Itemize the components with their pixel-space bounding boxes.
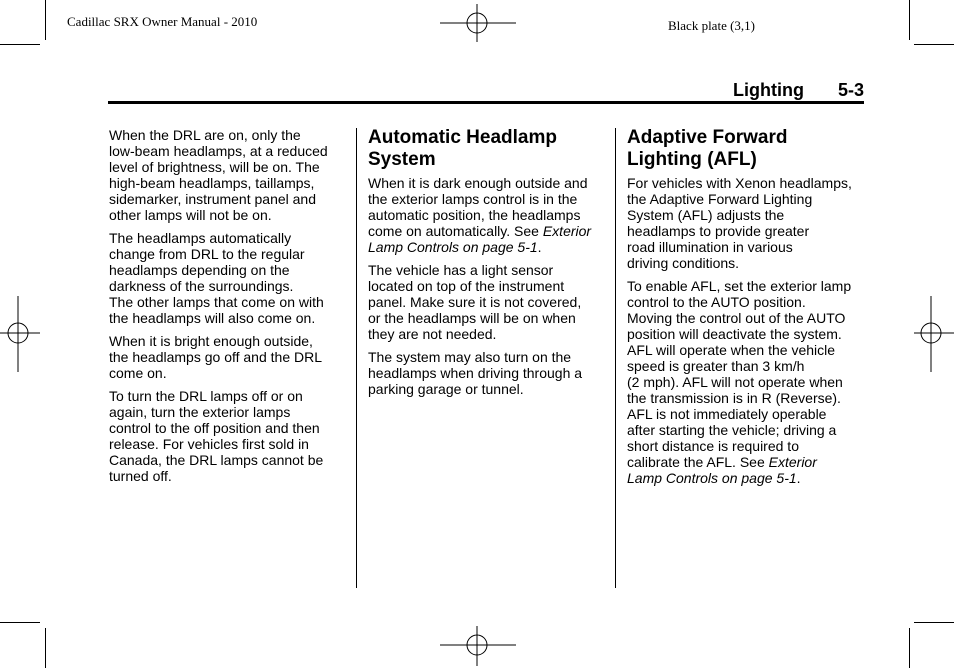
- col1-paragraph-2: The headlamps automatically change from DRL to the regular headlamps depending on the darkness of the surroundings. The other lamps that come on with the headlamps will also come on.: [109, 230, 324, 326]
- col2-paragraph-3: The system may also turn on the headlamps when driving through a parking garage or tunnel.: [368, 349, 583, 397]
- header-rule: [108, 101, 864, 104]
- column-2: [368, 127, 608, 404]
- afl-exterior-lamp-controls-link[interactable]: Exterior: [768, 454, 817, 470]
- col2-paragraph-2: The vehicle has a light sensor located on top of the instrument panel. Make sure it is not covered, or the headlamps will be on when they are not needed.: [368, 262, 582, 342]
- page-number: 5-3: [838, 80, 865, 100]
- column-1: [109, 127, 349, 491]
- section-title: Lighting: [733, 80, 804, 100]
- col1-paragraph-4: To turn the DRL lamps off or on again, turn the exterior lamps control to the off position and then release. For vehicles first sold in Canada, the DRL lamps cannot be turned off.: [109, 388, 324, 484]
- registration-mark-right: [914, 296, 954, 372]
- registration-mark-bottom: [440, 624, 516, 668]
- col2-paragraph-1: When it is dark enough outside and the exterior lamps control is in the automatic position, the headlamps come on automatically. See Exterior Lamp Controls on page 5-1.: [368, 175, 592, 255]
- heading-automatic-headlamp-system: Automatic Headlamp System: [368, 127, 557, 170]
- afl-exterior-lamp-controls-link-cont[interactable]: Lamp Controls on page 5-1: [627, 470, 797, 486]
- column-divider-1: [356, 128, 357, 588]
- exterior-lamp-controls-link-cont[interactable]: Lamp Controls on page 5-1: [368, 239, 538, 255]
- heading-adaptive-forward-lighting: Adaptive Forward Lighting (AFL): [627, 127, 788, 170]
- col3-paragraph-2: To enable AFL, set the exterior lamp control to the AUTO position. Moving the control out of the AUTO position will deactivate the system. AFL will operate when the vehicle speed is greater than 3 km/h (2 mph). AFL will not operate when the transmission is in R (Reverse). AFL is not immediately operable after starting the vehicle; driving a short distance is required to calibrate the AFL. See Exterior Lamp Controls on page 5-1.: [627, 278, 852, 486]
- registration-mark-top: [440, 2, 516, 44]
- registration-mark-left: [0, 296, 40, 372]
- exterior-lamp-controls-link[interactable]: Exterior: [542, 223, 592, 239]
- column-divider-2: [615, 128, 616, 588]
- column-3: [627, 127, 867, 493]
- col1-paragraph-3: When it is bright enough outside, the headlamps go off and the DRL come on.: [109, 333, 323, 381]
- manual-title: Cadillac SRX Owner Manual - 2010: [67, 14, 258, 29]
- col3-paragraph-1: For vehicles with Xenon headlamps, the Adaptive Forward Lighting System (AFL) adjusts the headlamps to provide greater road illumination in various driving conditions.: [627, 175, 852, 271]
- col1-paragraph-1: When the DRL are on, only the low-beam headlamps, at a reduced level of brightness, will be on. The high-beam headlamps, taillamps, sidemarker, instrument panel and other lamps will not be on.: [109, 127, 328, 223]
- plate-label: Black plate (3,1): [668, 18, 755, 33]
